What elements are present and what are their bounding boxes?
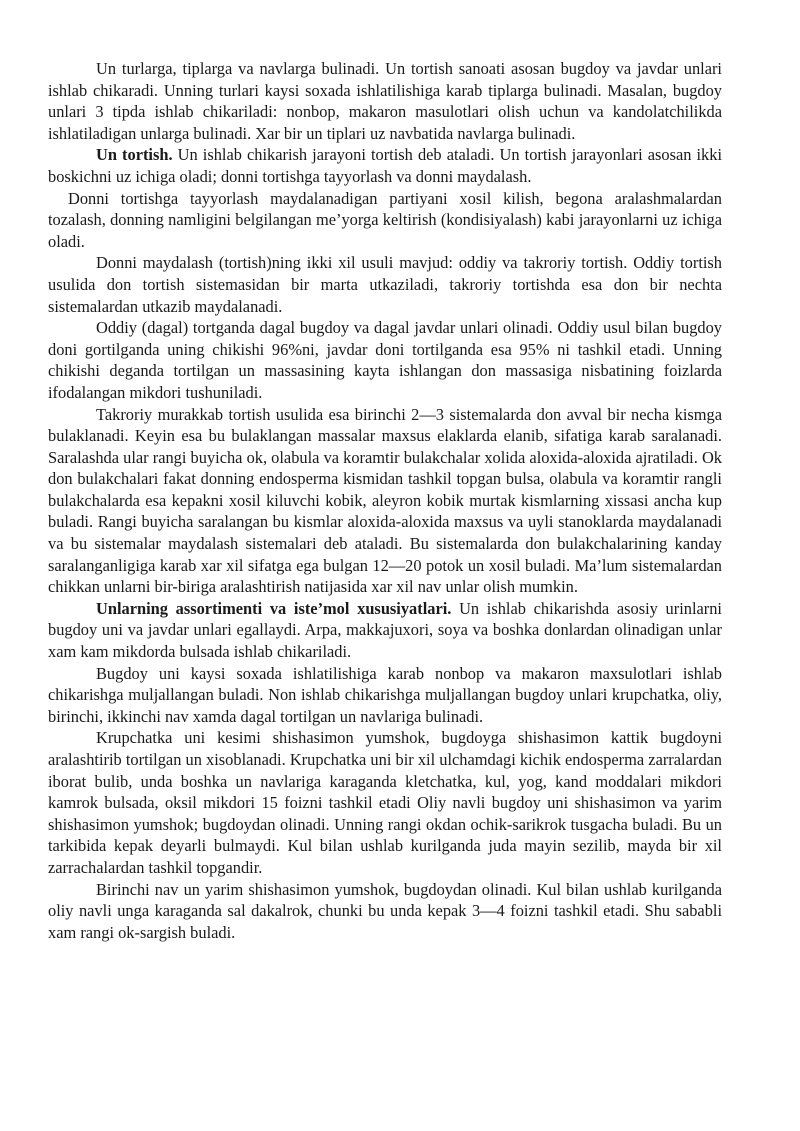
paragraph-10	[48, 879, 722, 944]
paragraph-text: Birinchi nav un yarim shishasimon yumshok, bugdoydan olinadi. Kul bilan ushlab kurilganda oliy navli unga karaganda sal dakalrok, chunki bu unda kepak 3—4 foizni tashkil etadi. Shu sababli xam rangi ok-sargish buladi.	[48, 879, 722, 942]
paragraph-text: Un turlarga, tiplarga va navlarga bulinadi. Un tortish sanoati asosan bugdoy va javdar unlari ishlab chikaradi. Unning turlari kaysi soxada ishlatilishiga karab tiplarga bulinadi. Masalan, bugdoy unlari 3 tipda ishlab chikariladi: nonbop, makaron masulotlari olish uchun va kandolatchilikda ishlatiladigan unlarga bulinadi. Xar bir un tiplari uz navbatida navlarga bulinadi.	[48, 59, 722, 143]
paragraph-text: Krupchatka uni kesimi shishasimon yumshok, bugdoyga shishasimon kattik bugdoyni aralashtirib tortilgan un xisoblanadi. Krupchatka uni bir xil ulchamdagi kichik endosperma zarralardan iborat bulib, unda boshka un navlariga karaganda kletchatka, kul, yog, kand moddalari mikdori kamrok bulsada, oksil mikdori 15 foizni tashkil etadi Oliy navli bugdoy uni shishasimon va yarim shishasimon yumshok; bugdoydan olinadi. Unning rangi okdan ochik-sarikrok tusgacha buladi. Bu un tarkibida kepak deyarli bulmaydi. Kul bilan ushlab kurilganda juda mayin sezilib, mayda bir xil zarrachalardan tashkil topgandir.	[48, 728, 722, 877]
document-page	[48, 58, 722, 943]
paragraph-8	[48, 663, 722, 728]
paragraph-3	[48, 188, 722, 253]
paragraph-text: Oddiy (dagal) tortganda dagal bugdoy va dagal javdar unlari olinadi. Oddiy usul bilan bugdoy doni gortilganda uning chikishi 96%ni, javdar doni tortilganda esa 95% ni tashkil etadi. Unning chikishi deganda tortilgan un massasining kayta ishlangan don massasiga nisbatining foizlarda ifodalangan mikdori tushuniladi.	[48, 318, 722, 402]
paragraph-2	[48, 144, 722, 187]
paragraph-text: Un ishlab chikarishda asosiy urinlarni bugdoy uni va javdar unlari egallaydi. Arpa, makkajuxori, soya va boshka donlardan olinadigan unlar xam kam mikdorda bulsada ishlab chikariladi.	[48, 598, 722, 662]
paragraph-9	[48, 727, 722, 878]
paragraph-text: Takroriy murakkab tortish usulida esa birinchi 2—3 sistemalarda don avval bir necha kismga bulaklanadi. Keyin esa bu bulaklangan massalar maxsus elaklarda elanib, sifatiga karab saralanadi. Saralashda ular rangi buyicha ok, olabula va koramtir bulakchalar xolida aloxida-aloxida ajratiladi. Ok don bulakchalari fakat donning endosperma kismidan tashkil topgan bulsa, olabula va koramtir rangli bulakchalarda esa kepakni xosil kiluvchi kobik, aleyron kobik murtak kismlarning xissasi ancha kup buladi. Rangi buyicha saralangan bu kismlar aloxida-aloxida maxsus va uyli stanoklarda maydalanadi va bu sistemalar maydalash sistemalari deb ataladi. Bu sistemalarda don bulakchalarining kanday saralanganligiga karab xar xil sifatga ega bulgan 12—20 potok un xosil buladi. Ma’lum sistemalardan chikkan unlarni bir-biriga aralashtirish natijasida xar xil nav unlar olish mumkin.	[48, 404, 722, 597]
paragraph-6	[48, 404, 722, 598]
paragraph-text: Donni tortishga tayyorlash maydalanadigan partiyani xosil kilish, begona aralashmalardan tozalash, donning namligini belgilangan me’yorga keltirish (kondisiyalash) kabi jarayonlarni uz ichiga oladi.	[48, 188, 722, 251]
paragraph-text: Donni maydalash (tortish)ning ikki xil usuli mavjud: oddiy va takroriy tortish. Oddiy tortish usulida don tortish sistemasidan bir marta utkaziladi, takroriy tortishda esa don bir nechta sistemalardan utkazib maydalanadi.	[48, 253, 722, 316]
paragraph-5	[48, 317, 722, 403]
section-heading-un-tortish: Un tortish.	[96, 145, 173, 165]
paragraph-4	[48, 252, 722, 317]
paragraph-text: Bugdoy uni kaysi soxada ishlatilishiga karab nonbop va makaron maxsulotlari ishlab chikarishga muljallangan buladi. Non ishlab chikarishga muljallangan bugdoy unlari krupchatka, oliy, birinchi, ikkinchi nav xamda dagal tortilgan un navlariga bulinadi.	[48, 663, 722, 726]
paragraph-text: Un ishlab chikarish jarayoni tortish deb ataladi. Un tortish jarayonlari asosan ikki boskichni uz ichiga oladi; donni tortishga tayyorlash va donni maydalash.	[48, 145, 722, 186]
paragraph-7	[48, 598, 722, 663]
section-heading-assortiment: Unlarning assortimenti va iste’mol xususiyatlari.	[96, 598, 452, 618]
paragraph-1	[48, 58, 722, 144]
